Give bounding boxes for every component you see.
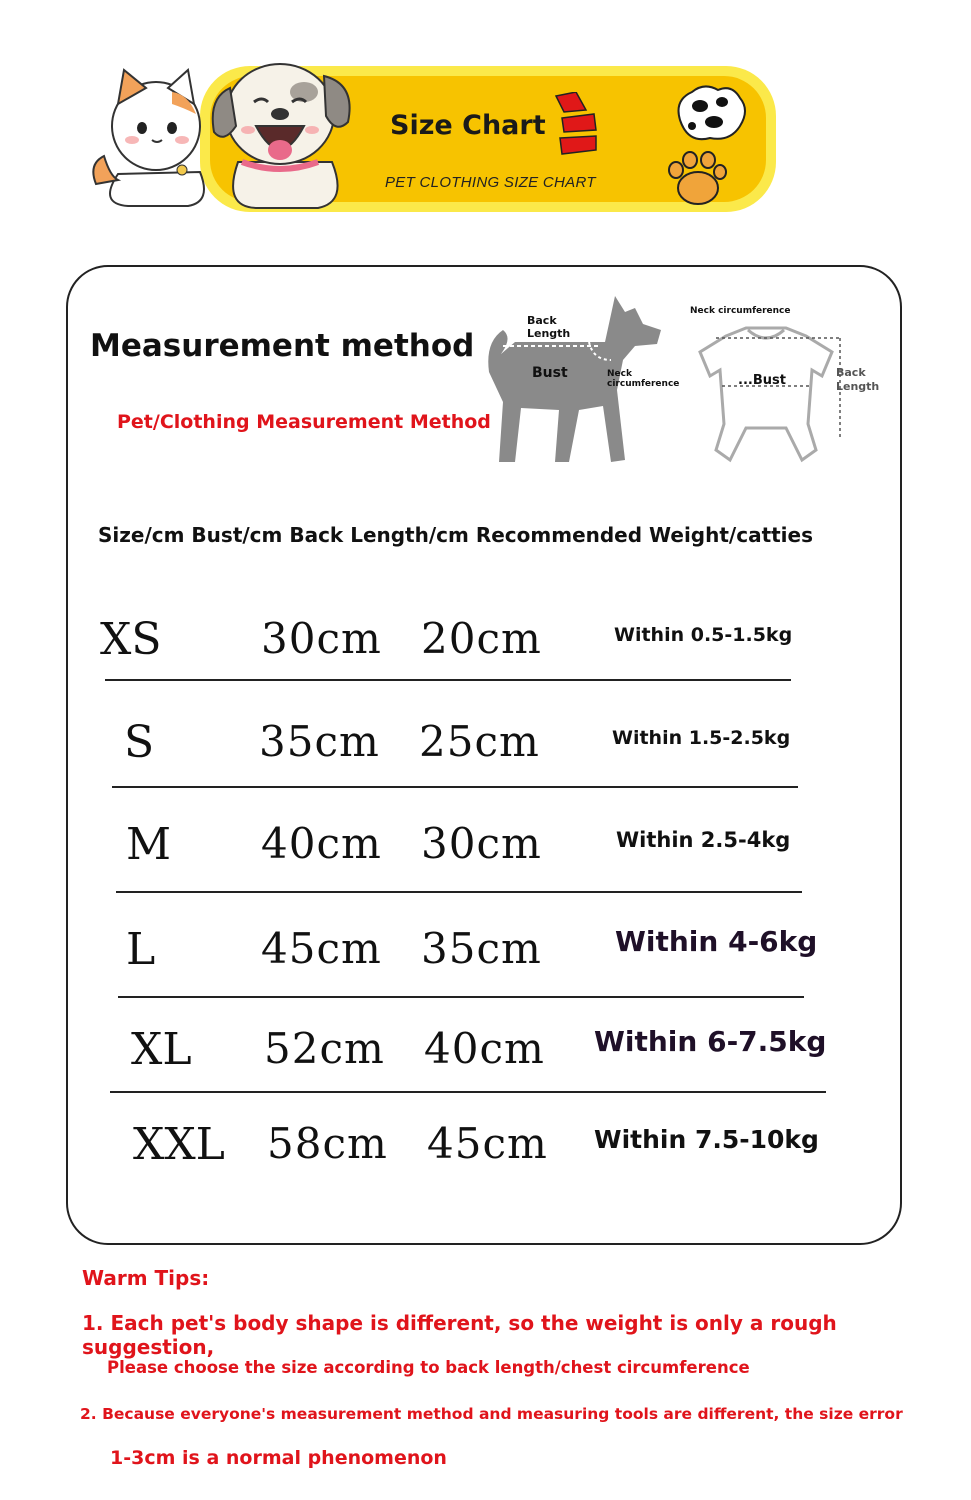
exclamation-marks-icon: [550, 92, 600, 162]
row-xl-back: 40cm: [424, 1024, 545, 1073]
dog-back-length-label: Back: [527, 314, 557, 327]
orange-paw-icon: [662, 150, 732, 210]
row-divider: [110, 1091, 826, 1093]
row-xs-size: XS: [100, 614, 162, 665]
cartoon-cat-illustration: [88, 64, 218, 214]
row-xl-size: XL: [131, 1024, 192, 1075]
row-s-size: S: [124, 717, 155, 768]
row-m-bust: 40cm: [261, 819, 382, 868]
measurement-method-subtitle: Pet/Clothing Measurement Method: [117, 411, 491, 433]
row-xl-bust: 52cm: [264, 1024, 385, 1073]
shirt-bust-label: ...Bust: [738, 373, 786, 388]
tip-line-3: 2. Because everyone's measurement method and measuring tools are different, the size error: [80, 1405, 903, 1423]
row-s-bust: 35cm: [259, 717, 380, 766]
tip-line-2: Please choose the size according to back length/chest circumference: [107, 1358, 750, 1377]
shirt-neck-label: Neck circumference: [690, 306, 791, 316]
row-divider: [118, 996, 804, 998]
row-l-bust: 45cm: [261, 924, 382, 973]
row-divider: [112, 786, 798, 788]
row-xxl-weight: Within 7.5-10kg: [594, 1125, 819, 1154]
cow-print-paw-icon: [670, 80, 750, 152]
row-xs-back: 20cm: [421, 614, 542, 663]
clothing-measurement-diagram: [686, 300, 886, 470]
size-table-header: Size/cm Bust/cm Back Length/cm Recommended Weight/catties: [98, 523, 814, 547]
row-m-back: 30cm: [421, 819, 542, 868]
dog-measurement-diagram: [485, 290, 685, 470]
dog-neck-label: Neck: [607, 369, 632, 379]
row-xs-weight: Within 0.5-1.5kg: [614, 624, 793, 646]
row-m-size: M: [126, 819, 172, 870]
warm-tips-heading: Warm Tips:: [82, 1266, 210, 1290]
row-xs-bust: 30cm: [261, 614, 382, 663]
row-l-weight: Within 4-6kg: [615, 925, 818, 958]
row-xxl-bust: 58cm: [267, 1119, 388, 1168]
row-divider: [116, 891, 802, 893]
banner-subtitle: PET CLOTHING SIZE CHART: [385, 174, 596, 191]
row-xxl-back: 45cm: [427, 1119, 548, 1168]
row-l-size: L: [126, 924, 156, 975]
tip-line-1: 1. Each pet's body shape is different, so the weight is only a rough suggestion,: [82, 1311, 837, 1359]
shirt-back-length-label: Back: [836, 366, 866, 379]
dog-neck-label-2: circumference: [607, 379, 680, 389]
dog-back-length-label-2: Length: [527, 327, 571, 340]
row-m-weight: Within 2.5-4kg: [616, 828, 791, 852]
dog-bust-label: Bust: [532, 365, 568, 381]
row-xl-weight: Within 6-7.5kg: [594, 1025, 827, 1058]
banner-title: Size Chart: [390, 110, 546, 141]
shirt-back-length-label-2: Length: [836, 380, 880, 393]
row-s-weight: Within 1.5-2.5kg: [612, 727, 791, 749]
row-s-back: 25cm: [419, 717, 540, 766]
row-l-back: 35cm: [421, 924, 542, 973]
tip-line-4: 1-3cm is a normal phenomenon: [110, 1447, 447, 1469]
row-divider: [105, 679, 791, 681]
row-xxl-size: XXL: [133, 1119, 225, 1170]
measurement-method-title: Measurement method: [90, 328, 475, 364]
cartoon-dog-illustration: [208, 52, 358, 212]
